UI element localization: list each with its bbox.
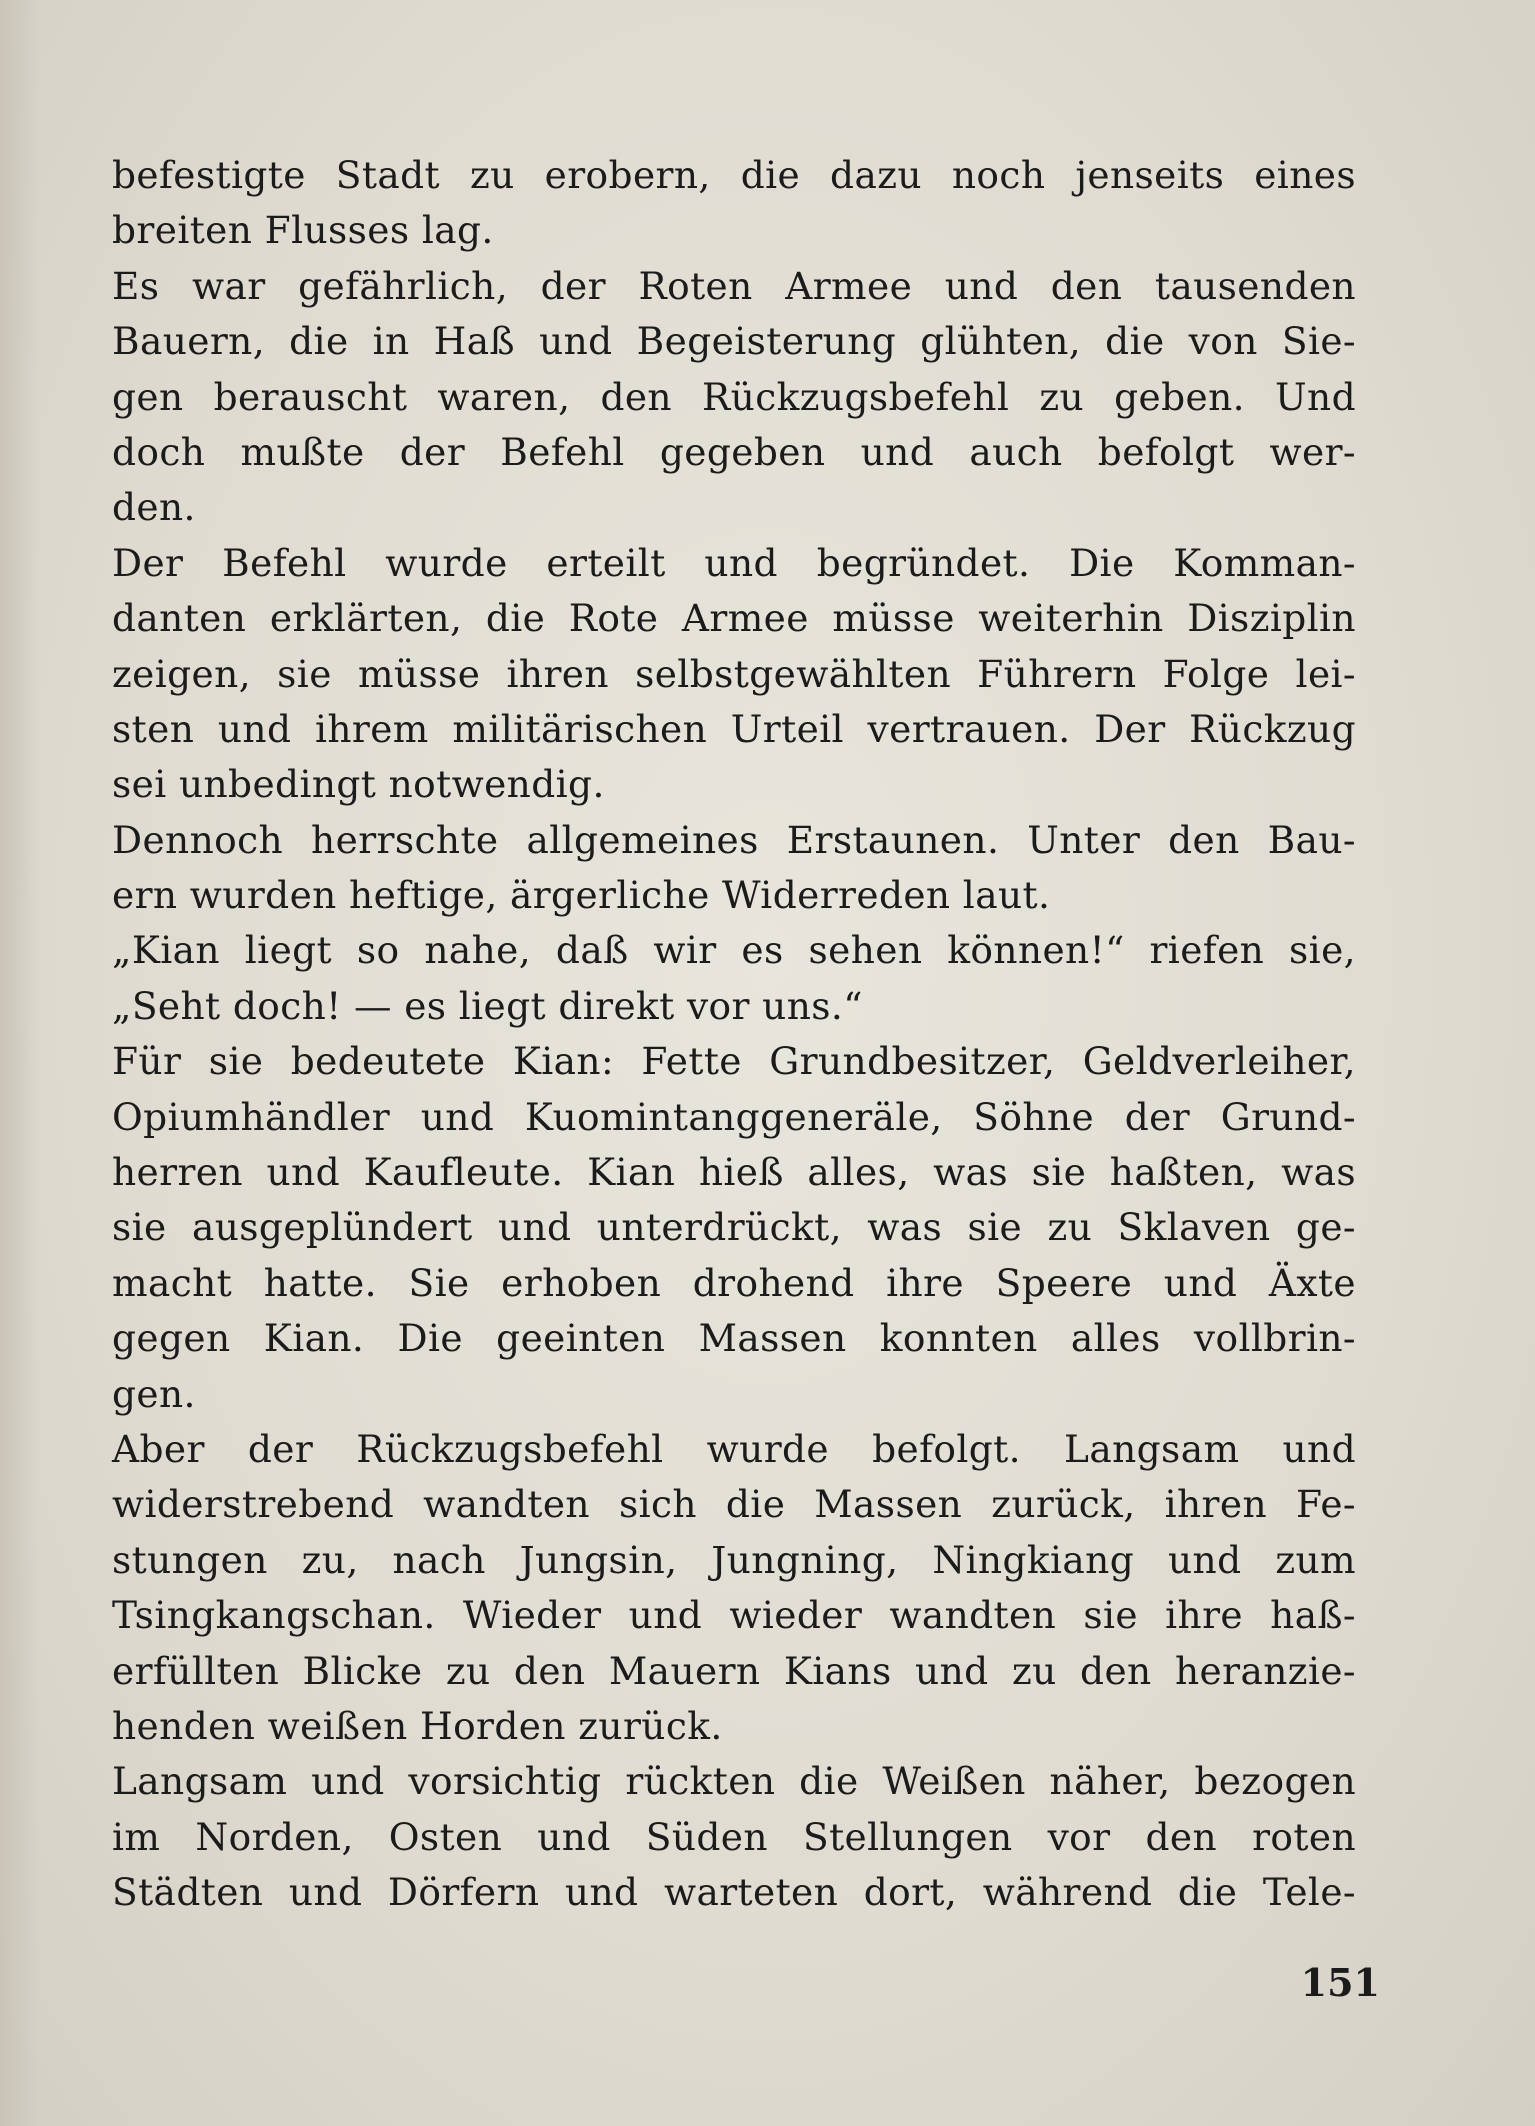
text-line: sie ausgeplündert und unterdrückt, was sie zu Sklaven ge- <box>112 1205 1356 1250</box>
text-line: Dennoch herrschte allgemeines Erstaunen. Unter den Bau- <box>112 817 1356 862</box>
text-line: stungen zu, nach Jungsin, Jungning, Ningkiang und zum <box>112 1537 1356 1582</box>
text-line: Bauern, die in Haß und Begeisterung glühten, die von Sie- <box>112 319 1356 364</box>
text-line: Der Befehl wurde erteilt und begründet. Die Komman- <box>112 540 1356 585</box>
text-line: breiten Flusses lag. <box>112 208 494 253</box>
text-line: gen. <box>112 1371 196 1416</box>
text-line: erfüllten Blicke zu den Mauern Kians und zu den heranzie- <box>112 1648 1356 1693</box>
page-number: 151 <box>1300 1960 1380 2005</box>
text-line: Aber der Rückzugsbefehl wurde befolgt. Langsam und <box>112 1426 1356 1471</box>
text-line: den. <box>112 485 196 530</box>
text-line: befestigte Stadt zu erobern, die dazu noch jenseits eines <box>112 153 1356 197</box>
text-line: gegen Kian. Die geeinten Massen konnten alles vollbrin- <box>112 1316 1356 1361</box>
text-line: im Norden, Osten und Süden Stellungen vor den roten <box>112 1814 1356 1859</box>
text-line: ern wurden heftige, ärgerliche Widerreden laut. <box>112 873 1051 918</box>
text-line: Tsingkangschan. Wieder und wieder wandten sie ihre haß- <box>112 1593 1356 1638</box>
page-edge-shadow <box>0 0 40 2126</box>
text-line: henden weißen Horden zurück. <box>112 1703 723 1748</box>
text-line: doch mußte der Befehl gegeben und auch befolgt wer- <box>112 429 1356 474</box>
text-line: macht hatte. Sie erhoben drohend ihre Speere und Äxte <box>112 1260 1356 1305</box>
text-line: herren und Kaufleute. Kian hieß alles, was sie haßten, was <box>112 1150 1356 1195</box>
text-line: widerstrebend wandten sich die Massen zurück, ihren Fe- <box>112 1482 1356 1527</box>
text-line: Städten und Dörfern und warteten dort, während die Tele- <box>112 1870 1356 1915</box>
text-line: Langsam und vorsichtig rückten die Weißen näher, bezogen <box>112 1759 1356 1804</box>
text-line: „Kian liegt so nahe, daß wir es sehen können!“ riefen sie, <box>112 928 1356 973</box>
text-line: Es war gefährlich, der Roten Armee und den tausenden <box>112 263 1356 308</box>
text-line: sten und ihrem militärischen Urteil vertrauen. Der Rückzug <box>112 706 1356 751</box>
text-line: sei unbedingt notwendig. <box>112 762 605 807</box>
text-line: gen berauscht waren, den Rückzugsbefehl zu geben. Und <box>112 374 1356 419</box>
text-line: „Seht doch! — es liegt direkt vor uns.“ <box>112 983 863 1028</box>
text-line: Für sie bedeutete Kian: Fette Grundbesitzer, Geldverleiher, <box>112 1039 1356 1084</box>
text-line: Opiumhändler und Kuomintanggeneräle, Söhne der Grund- <box>112 1094 1356 1139</box>
text-line: zeigen, sie müsse ihren selbstgewählten Führern Folge lei- <box>112 651 1356 696</box>
text-line: danten erklärten, die Rote Armee müsse weiterhin Disziplin <box>112 596 1356 641</box>
body-text <box>112 148 1356 1921</box>
